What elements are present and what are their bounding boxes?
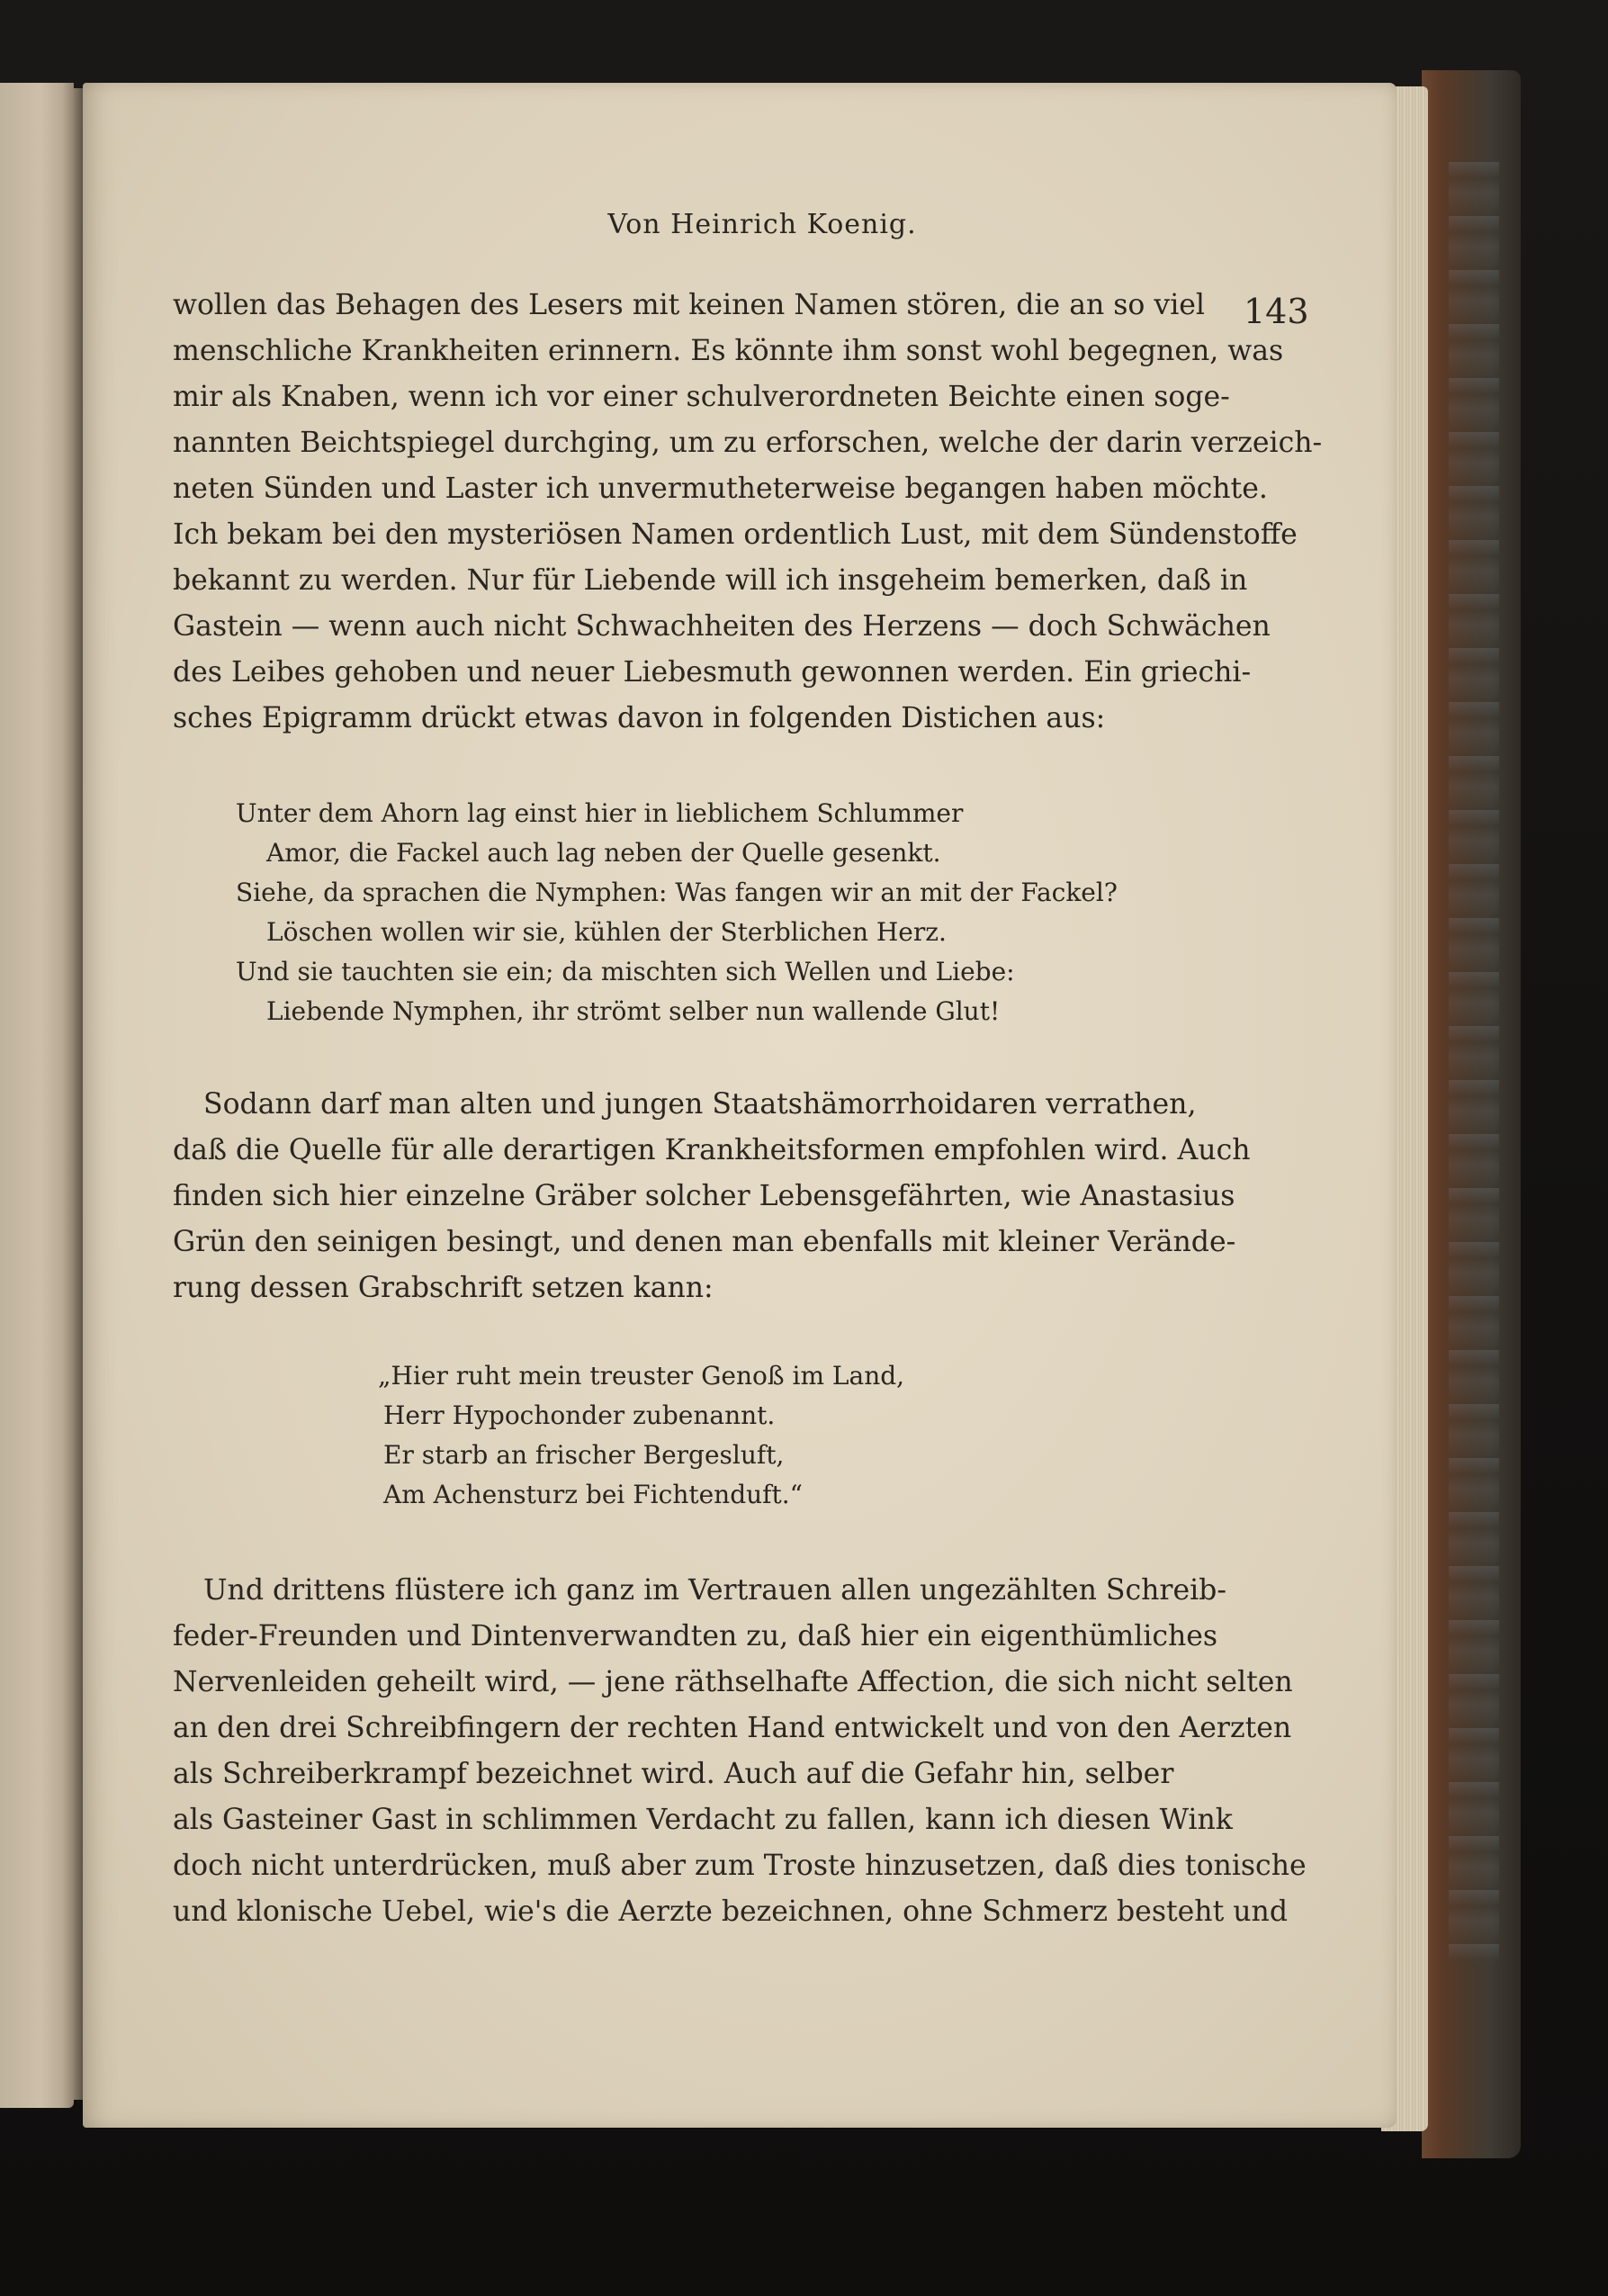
verse-line: Unter dem Ahorn lag einst hier in lieblichem Schlummer [236, 798, 964, 828]
verse-line: Am Achensturz bei Fichtenduft.“ [383, 1480, 803, 1509]
verse-line: „Hier ruht mein treuster Genoß im Land, [378, 1361, 905, 1391]
text-line: als Schreiberkrampf bezeichnet wird. Auch auf die Gefahr hin, selber [173, 1758, 1174, 1790]
text-line: Nervenleiden geheilt wird, — jene räthselhafte Affection, die sich nicht selten [173, 1666, 1293, 1698]
book-gutter [74, 88, 83, 2100]
text-line: bekannt zu werden. Nur für Liebende will ich insgeheim bemerken, daß in [173, 564, 1248, 597]
paragraph-1 [173, 283, 1322, 742]
verse-line: Amor, die Fackel auch lag neben der Quelle gesenkt. [266, 838, 941, 868]
verse-line: Liebende Nymphen, ihr strömt selber nun wallende Glut! [266, 996, 1001, 1026]
text-line: mir als Knaben, wenn ich vor einer schulverordneten Beichte einen soge- [173, 381, 1230, 413]
epitaph-verse [378, 1356, 904, 1515]
left-facing-page [0, 83, 74, 2108]
text-line: an den drei Schreibfingern der rechten Hand entwickelt und von den Aerzten [173, 1712, 1292, 1744]
verse-line: Er starb an frischer Bergesluft, [383, 1440, 785, 1470]
text-line: Grün den seinigen besingt, und denen man ebenfalls mit kleiner Verände- [173, 1226, 1236, 1258]
cover-texture [1449, 162, 1499, 1962]
text-line: menschliche Krankheiten erinnern. Es könnte ihm sonst wohl begegnen, was [173, 335, 1284, 367]
verse-line: Löschen wollen wir sie, kühlen der Sterblichen Herz. [266, 917, 947, 947]
verse-line: Herr Hypochonder zubenannt. [383, 1400, 776, 1430]
text-line: Sodann darf man alten und jungen Staatshämorrhoidaren verrathen, [203, 1088, 1197, 1121]
text-line: Und drittens flüstere ich ganz im Vertrauen allen ungezählten Schreib- [203, 1574, 1226, 1607]
epigram-verse [236, 794, 1118, 1031]
text-line: rung dessen Grabschrift setzen kann: [173, 1272, 714, 1304]
text-line: Gastein — wenn auch nicht Schwachheiten des Herzens — doch Schwächen [173, 610, 1271, 643]
verse-line: Und sie tauchten sie ein; da mischten sich Wellen und Liebe: [236, 957, 1015, 986]
text-line: Ich bekam bei den mysteriösen Namen ordentlich Lust, mit dem Sündenstoffe [173, 518, 1298, 551]
text-line: finden sich hier einzelne Gräber solcher Lebensgefährten, wie Anastasius [173, 1180, 1235, 1212]
text-line: wollen das Behagen des Lesers mit keinen Namen stören, die an so viel [173, 289, 1205, 321]
paragraph-2 [173, 1082, 1251, 1311]
text-line: des Leibes gehoben und neuer Liebesmuth gewonnen werden. Ein griechi- [173, 656, 1252, 689]
text-line: und klonische Uebel, wie's die Aerzte bezeichnen, ohne Schmerz besteht und [173, 1895, 1288, 1928]
text-line: doch nicht unterdrücken, muß aber zum Troste hinzusetzen, daß dies tonische [173, 1850, 1307, 1882]
book-page [83, 83, 1397, 2128]
text-line: feder-Freunden und Dintenverwandten zu, daß hier ein eigenthümliches [173, 1620, 1218, 1652]
text-line: neten Sünden und Laster ich unvermutheterweise begangen haben möchte. [173, 473, 1268, 505]
text-line: nannten Beichtspiegel durchging, um zu erforschen, welche der darin verzeich- [173, 427, 1323, 459]
verse-line: Siehe, da sprachen die Nymphen: Was fangen wir an mit der Fackel? [236, 878, 1118, 907]
paragraph-3 [173, 1568, 1307, 1935]
text-line: daß die Quelle für alle derartigen Krankheitsformen empfohlen wird. Auch [173, 1134, 1251, 1166]
text-line: als Gasteiner Gast in schlimmen Verdacht zu fallen, kann ich diesen Wink [173, 1804, 1233, 1836]
text-line: sches Epigramm drückt etwas davon in folgenden Distichen aus: [173, 702, 1106, 734]
page-number: 143 [1244, 292, 1309, 331]
running-head: Von Heinrich Koenig. [607, 209, 917, 240]
